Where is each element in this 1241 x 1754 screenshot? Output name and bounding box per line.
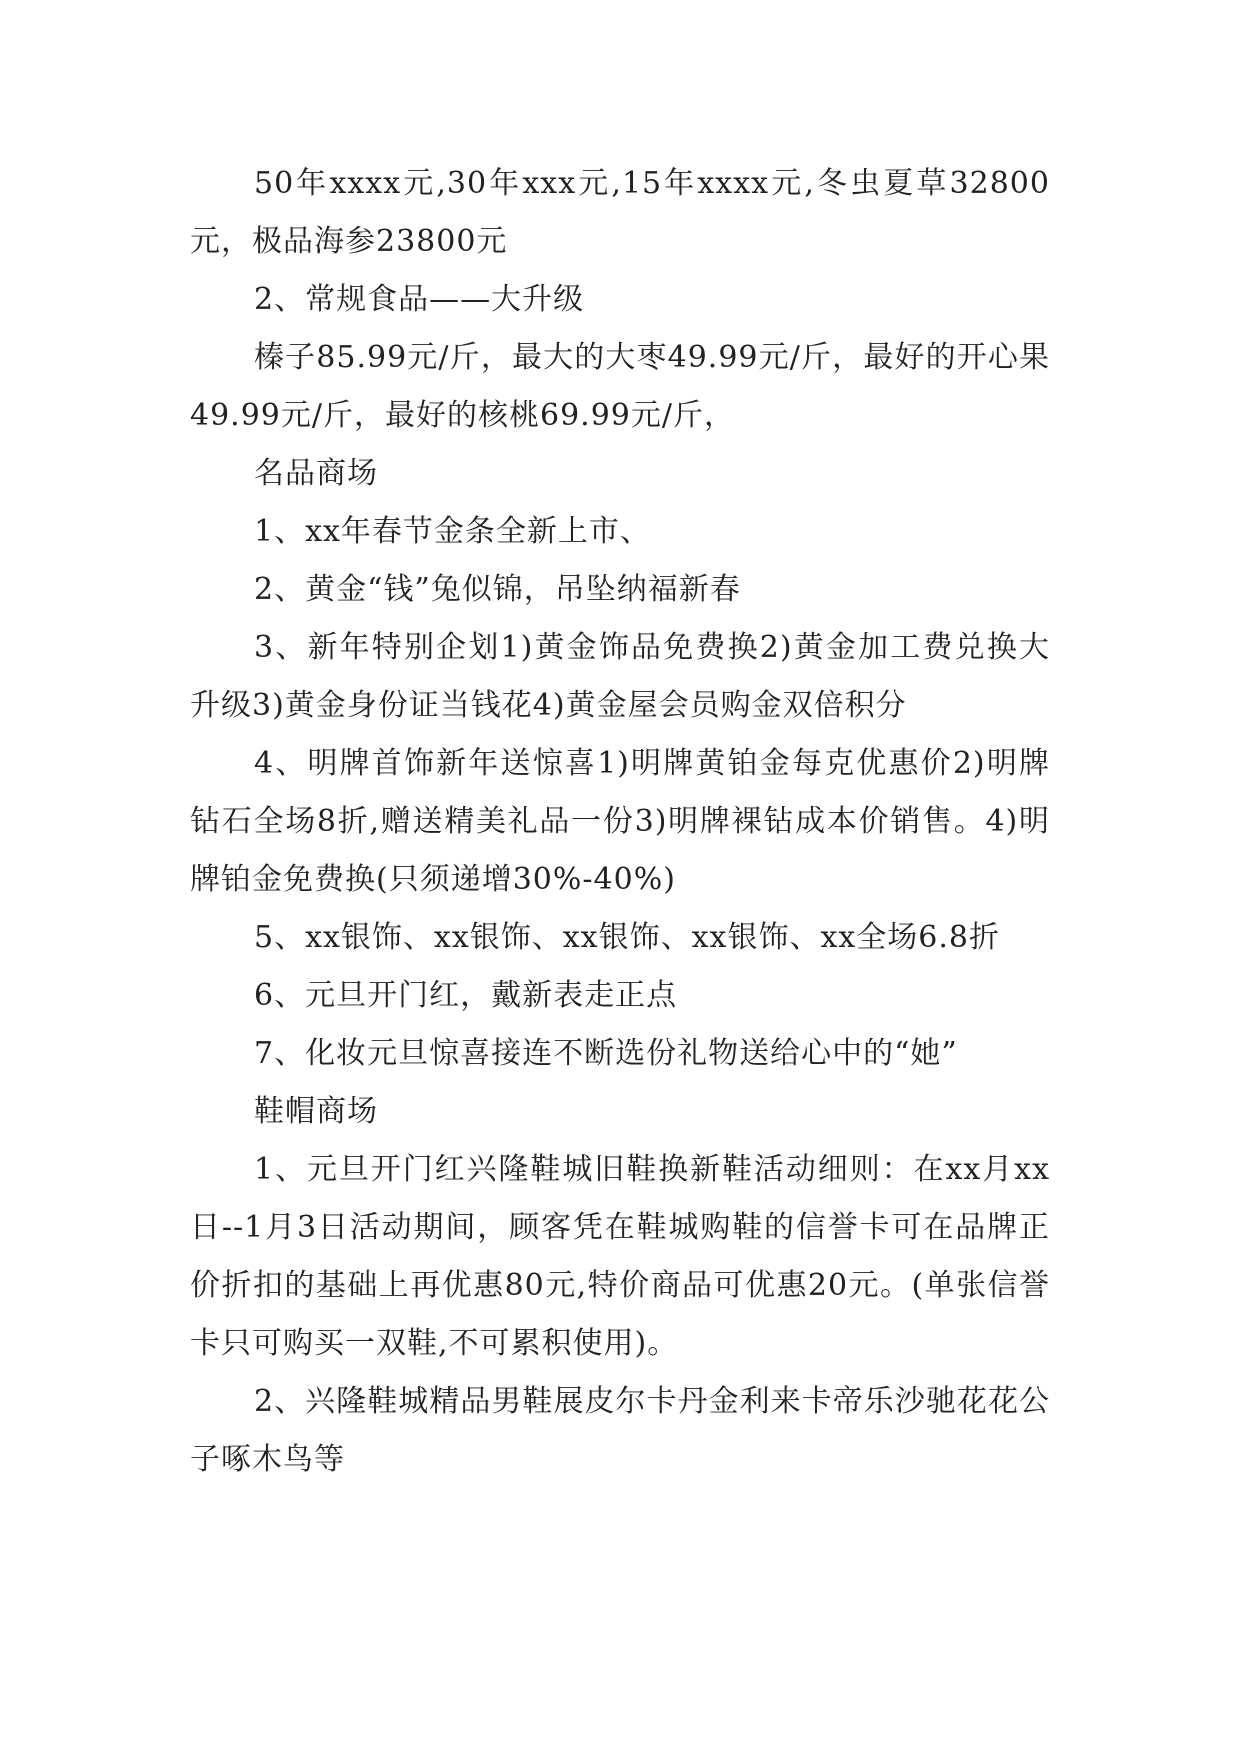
paragraph-prices: 50年xxxx元,30年xxx元,15年xxxx元,冬虫夏草32800元，极品海参23800元	[190, 166, 1050, 259]
list-item-gold-pendant: 2、黄金“钱”兔似锦，吊坠纳福新春	[254, 572, 741, 607]
list-item-cosmetics: 7、化妆元旦惊喜接连不断选份礼物送给心中的“她”	[254, 1036, 958, 1071]
list-item-watches: 6、元旦开门红，戴新表走正点	[254, 978, 678, 1013]
list-item-silver-discount: 5、xx银饰、xx银饰、xx银饰、xx银饰、xx全场6.8折	[254, 920, 1000, 955]
section-heading-brand-mall: 名品商场	[254, 456, 378, 491]
document-body	[190, 155, 1050, 1489]
list-item-men-shoes: 2、兴隆鞋城精品男鞋展皮尔卡丹金利来卡帝乐沙驰花花公子啄木鸟等	[190, 1384, 1050, 1477]
section-heading-shoe-mall: 鞋帽商场	[254, 1094, 378, 1129]
list-item-jewelry-surprise: 4、明牌首饰新年送惊喜1)明牌黄铂金每克优惠价2)明牌钻石全场8折,赠送精美礼品一份3)明牌裸钻成本价销售。4)明牌铂金免费换(只须递增30%-40%)	[190, 746, 1050, 897]
list-item-shoe-trade-in: 1、元旦开门红兴隆鞋城旧鞋换新鞋活动细则：在xx月xx日--1月3日活动期间，顾客凭在鞋城购鞋的信誉卡可在品牌正价折扣的基础上再优惠80元,特价商品可优惠20元。(单张信誉卡只可购买一双鞋,不可累积使用)。	[190, 1152, 1050, 1361]
list-item-new-year-plan: 3、新年特别企划1)黄金饰品免费换2)黄金加工费兑换大升级3)黄金身份证当钱花4)黄金屋会员购金双倍积分	[190, 630, 1050, 723]
paragraph-nut-prices: 榛子85.99元/斤，最大的大枣49.99元/斤，最好的开心果49.99元/斤，最好的核桃69.99元/斤，	[190, 340, 1050, 433]
heading-regular-food: 2、常规食品——大升级	[254, 282, 585, 317]
list-item-gold-bars: 1、xx年春节金条全新上市、	[254, 514, 651, 549]
